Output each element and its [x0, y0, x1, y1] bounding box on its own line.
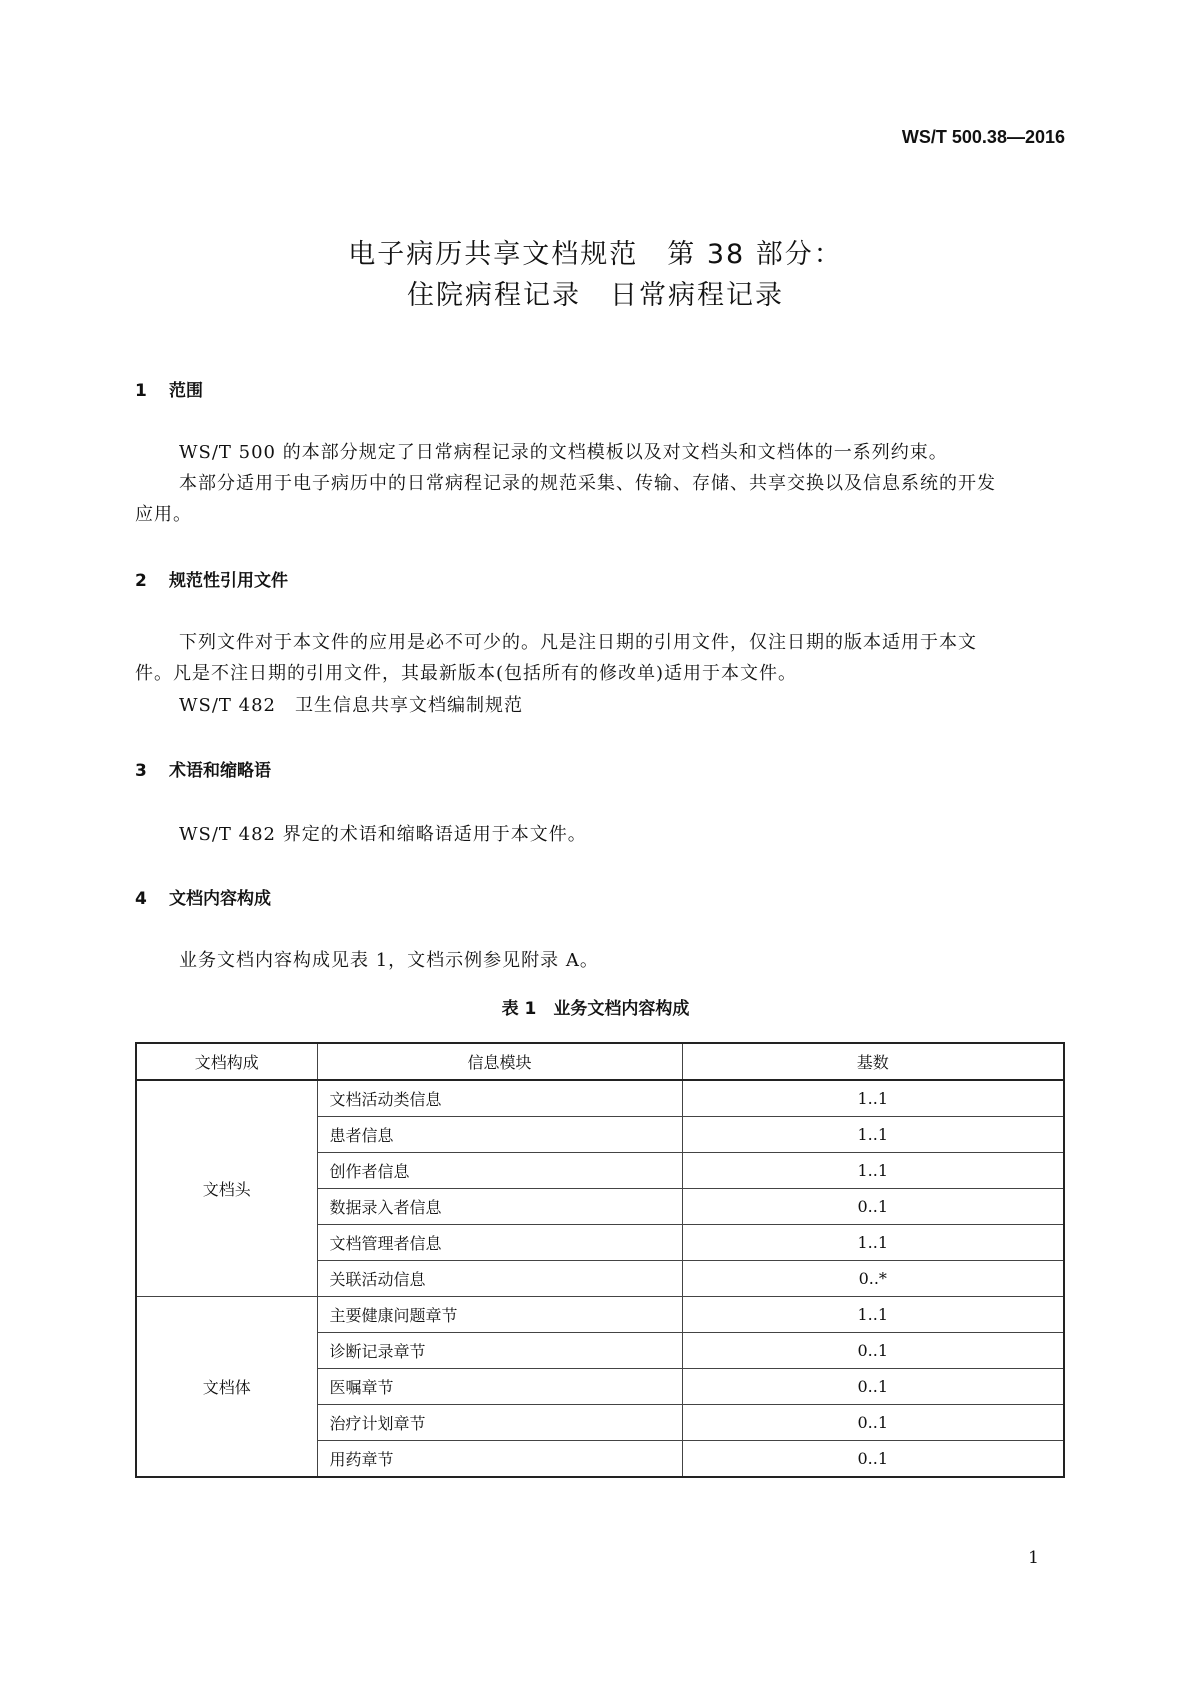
module-cell: 患者信息	[317, 1117, 682, 1153]
content-table	[135, 1042, 1065, 1478]
section-4-heading: 4 文档内容构成	[135, 889, 271, 909]
module-cell: 文档活动类信息	[317, 1080, 682, 1117]
paragraph: 本部分适用于电子病历中的日常病程记录的规范采集、传输、存储、共享交换以及信息系统的开发	[179, 473, 996, 494]
module-cell: 创作者信息	[317, 1153, 682, 1189]
header-cell: 信息模块	[317, 1043, 682, 1080]
title-line-2: 住院病程记录 日常病程记录	[407, 280, 784, 311]
module-cell: 诊断记录章节	[317, 1333, 682, 1369]
section-1-heading: 1 范围	[135, 381, 203, 401]
cardinality-cell: 1..1	[682, 1080, 1064, 1117]
paragraph: 下列文件对于本文件的应用是必不可少的。凡是注日期的引用文件，仅注日期的版本适用于本文	[179, 632, 977, 653]
module-cell: 数据录入者信息	[317, 1189, 682, 1225]
header-cell: 文档构成	[136, 1043, 317, 1080]
page-number: 1	[1028, 1548, 1039, 1568]
module-cell: 文档管理者信息	[317, 1225, 682, 1261]
cardinality-cell: 0..1	[682, 1333, 1064, 1369]
cardinality-cell: 0..1	[682, 1405, 1064, 1441]
module-cell: 医嘱章节	[317, 1369, 682, 1405]
cardinality-cell: 1..1	[682, 1153, 1064, 1189]
module-cell: 关联活动信息	[317, 1261, 682, 1297]
module-cell: 治疗计划章节	[317, 1405, 682, 1441]
table-header-row	[136, 1043, 1064, 1080]
paragraph: 业务文档内容构成见表 1，文档示例参见附录 A。	[179, 950, 599, 971]
module-cell: 主要健康问题章节	[317, 1297, 682, 1333]
cardinality-cell: 0..*	[682, 1261, 1064, 1297]
paragraph: 应用。	[135, 504, 192, 525]
group-cell: 文档体	[136, 1297, 317, 1478]
cardinality-cell: 1..1	[682, 1117, 1064, 1153]
cardinality-cell: 1..1	[682, 1225, 1064, 1261]
paragraph: WS/T 482 界定的术语和缩略语适用于本文件。	[179, 824, 587, 845]
table-row	[136, 1080, 1064, 1117]
standard-code: WS/T 500.38—2016	[901, 127, 1065, 147]
cardinality-cell: 1..1	[682, 1297, 1064, 1333]
section-3-heading: 3 术语和缩略语	[135, 761, 271, 781]
paragraph: 件。凡是不注日期的引用文件，其最新版本(包括所有的修改单)适用于本文件。	[135, 663, 798, 684]
module-cell: 用药章节	[317, 1441, 682, 1478]
paragraph: WS/T 500 的本部分规定了日常病程记录的文档模板以及对文档头和文档体的一系列约束。	[179, 442, 948, 463]
title-line-1: 电子病历共享文档规范 第 38 部分：	[348, 239, 843, 270]
cardinality-cell: 0..1	[682, 1369, 1064, 1405]
table-row	[136, 1297, 1064, 1333]
reference-item: WS/T 482 卫生信息共享文档编制规范	[179, 695, 523, 716]
header-cell: 基数	[682, 1043, 1064, 1080]
table-caption: 表 1 业务文档内容构成	[501, 999, 690, 1019]
group-cell: 文档头	[136, 1080, 317, 1297]
section-2-heading: 2 规范性引用文件	[135, 571, 288, 591]
cardinality-cell: 0..1	[682, 1189, 1064, 1225]
cardinality-cell: 0..1	[682, 1441, 1064, 1478]
